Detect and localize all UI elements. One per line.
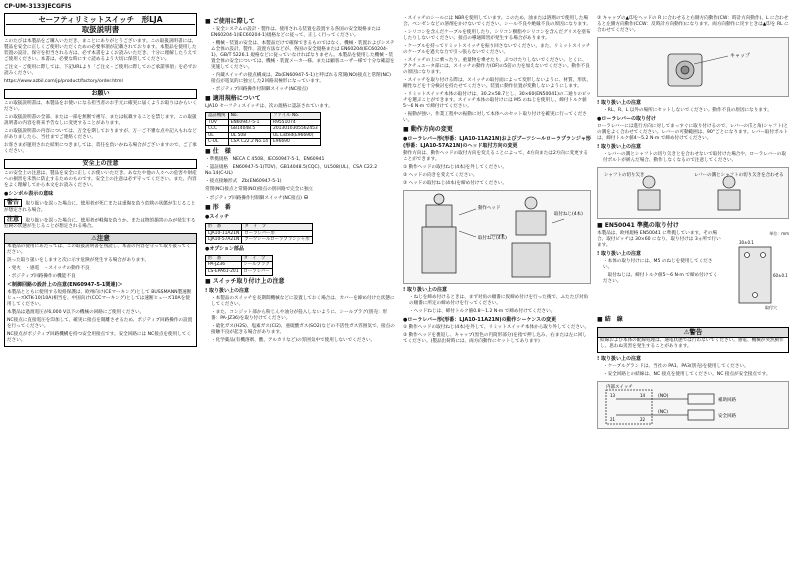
warning-symbol-row [4, 199, 197, 214]
standards-table [205, 112, 321, 146]
mount-heading: ■ スイッチ取り付け上の注意 [205, 277, 285, 285]
circuit-figure [597, 381, 789, 429]
table-header: タ イ プ [241, 255, 272, 262]
table-cell: LJA10-57A21N [206, 237, 242, 244]
spec-row [205, 187, 395, 193]
onegai-item: この取扱説明書の全部、または一部を無断で複写、または転載することを禁じます。この取扱説明書の内容を将来予告なしに変更することがあります。 [4, 115, 197, 126]
en50041-block [597, 231, 789, 314]
roller-step: ③ ヘッドの取付ねじ(4本)を締め付けてください。 [403, 181, 507, 186]
table-cell: GB14048.5 [228, 126, 270, 133]
handling-sub-heading: ! 取り扱い上の注意 [403, 287, 448, 293]
seal-item: ・スイッチを取り付ける際は、スイッチの取付面によって変形しないように、材質、形状、剛性などを十分検討を持たせてください。装置に動作位置が変動しないようにします。 [403, 78, 591, 89]
standards-heading: ■ 適用規格について [205, 95, 261, 102]
mount-item: ・本製品のスイッチを長期間機械などに設置しておく場合は、カバーを締め付けた状態にしてください。 [211, 295, 395, 307]
spec-heading: ■ 仕 様 [205, 147, 231, 155]
dim-width: 30±0.1 [739, 240, 754, 245]
table-cell: EN60947-5-1 [228, 119, 270, 126]
table-cell: ブーツシールローラプランジャ形 [242, 237, 312, 244]
en50041-text: 本製品は、欧州規格 EN50041 に準拠しています。その場合、取付ピッチは 30×60 になり、取り付けは 3ヵ所で行います。 [597, 231, 721, 248]
caution-badge: 注意 [4, 216, 22, 224]
table-header: 形 番 [206, 223, 242, 230]
table-row [206, 126, 321, 133]
table-header: タ イ プ [242, 223, 312, 230]
sequence-step: ① 動作ヘッドの取付ねじ(4本)を外して、リミットスイッチ本体から取り外してください。 [403, 325, 590, 330]
lever-figure [597, 167, 789, 219]
en50041-handling-heading: ! 取り扱い上の注意 [597, 251, 642, 257]
lever-fig-label-2: レバーの溝とシャフトの切り欠きを合わせる [694, 173, 784, 178]
standards-caption: LJA10 セーフティスイッチは、次の規格に認証されています。 [205, 104, 333, 109]
cap-handling-item: ・RL、R、L 以外の場所にセットしないでください。動作不良の原因になります。 [603, 108, 772, 113]
spec-value: NECA C 4508、IEC60947-5-1、EN60941 [232, 156, 325, 162]
model-heading: ■ 形 番 [205, 203, 231, 211]
lever-handling-item: ・レバーの溝とシャフトの切り欠きとを合わせないで取付けた場合や、ローラレバーの取付ボルトが緩んだ場合、動作しなくなるので注意してください。 [603, 152, 786, 163]
mount-sub-heading: ! 取り扱い上の注意 [205, 287, 250, 294]
table-cell: E96690 [271, 139, 321, 146]
circuit-safety-label: 安全回路 [718, 414, 736, 419]
roller-head-heading: ●ローラレバー形(形番：LJA10-11A21N)およびブーツシールローラプランジャ形(形番：LJA10-57A21N)のヘッド取付方向の変更 [403, 136, 591, 149]
circuit-drawing [598, 382, 788, 428]
circuit-no-label: (NO) [658, 394, 669, 399]
circuit-design-item: 本製品は過渡電圧が6,000 V以下の機械の回路にご使用ください。 [7, 310, 145, 315]
roller-step: ① 動作ヘッドの取付ねじ(4本)を外してください。 [403, 165, 507, 170]
usage-item: ・機械・装置の安全は、本製品だけで確保できるものではなく、機械・装置およびシステム全体の設計、製作、設置方法などが、各国の安全規格または EN60204(IEC60204-1)、GB/T 5226.1 規格などに従っていなければなりません。本製品を使用した機械・装置全体の安全については、機械・装置メーカー様、または顧客ユーザー様で十分な確認を実施してください。 [211, 41, 395, 70]
en50041-figure [725, 231, 789, 314]
table-cell: ローラレバー形 [242, 230, 312, 237]
title-box [4, 13, 197, 36]
spec-value: Zb(EN60947-5-1) [241, 178, 282, 184]
spec-label: ・接点接触形式 [205, 178, 238, 184]
lever-heading: ●ローラレバーの取り付け [597, 116, 657, 122]
mount-item: ・硫化ガス(H2S)、塩素ガス(Cl2)、亜硫酸ガス(SO2)などの不活性ガス雰囲気で、接点の接触不良が起きる場合があります。 [211, 323, 395, 335]
switch-heading: ●スイッチ [205, 213, 230, 220]
mount-hole-label: 取付穴 [765, 305, 777, 310]
table-header: 認証機関 [206, 113, 229, 120]
spec-label: ・準拠規格 [205, 156, 228, 162]
cap-handling-heading: ! 取り扱い上の注意 [597, 100, 642, 106]
table-row [206, 132, 321, 139]
en50041-heading: ■ EN50041 準拠の取り付け [597, 222, 679, 229]
warning-badge: 警告 [4, 199, 22, 207]
sequence-change-heading: ●ローラレバー形(形番：LJA10-11A21N)の動作シーケンスの変更 [403, 317, 557, 323]
spec-row [205, 179, 395, 185]
seal-item: ・スイッチの上に乗ったり、重量物を乗せたり、ぶつけたりしないでください。とくに、アクチュエータ部には、スイッチの動作力(OF)の5倍の力を加えないでください。動作不良の原因になります。 [403, 58, 590, 75]
positive-opening-icon: ⊖ [303, 193, 309, 201]
table-cell: UL [206, 132, 229, 139]
circuit-design-item: NC接点に直接電圧を印加して、確実に接点を開離させるため、ポジティブ回路操作の設置を行ってください。 [7, 318, 193, 329]
seal-item: ・シリコンを含んだケーブルを使用したり、シリコン樹脂やシリコンを含んだグリスを塗布したりしないでください。接点の導通障害が発生する場合があります。 [403, 30, 591, 41]
switch-table [205, 223, 313, 244]
caution-item: ・ポジティブ回路操作の機能不良 [7, 274, 76, 279]
table-row [206, 139, 321, 146]
lever-drawing [598, 168, 788, 218]
en50041-item: ・本体の取り付けには、M5 のねじを使用してください。 [603, 259, 713, 270]
column-2 [205, 16, 395, 346]
table-cell: UL Listed(E96690) [271, 132, 321, 139]
circuit-internal-switch: 内部スイッチ [606, 385, 633, 390]
cap-figure [597, 37, 789, 97]
lever-text: ローラレバーには進行方向に対してまっすぐに取り付けるので、レバーの爪と角(シャフト)との溝をよく合わせてください。レバーの可動範囲は、90°ごとになります。レバー取付ボルトは、締付トルク値4〜5.2 N·m で締め付けてください。 [597, 124, 789, 141]
circuit-design-item: NC接点がポジティブ回路機構を持つ安全用接点です。安全回路には NC接点を使用してください。 [7, 332, 191, 343]
column-4 [597, 16, 789, 432]
en50041-text-block [597, 231, 721, 314]
handling-item: ・ねじを締め付けるときは、まず対角の順番に仮締め付けを行った後で、ふたたび対角の順番に所定の締め付けを行ってください。 [409, 295, 589, 306]
usage-item: ・安全システムの設計・製作は、使用される装置を設置する各国の安全規格またはEN60204-1(IEC60204-1)規格などに従って、正しく行ってください。 [211, 27, 381, 38]
spec-label: ・ポジティブ回路操作付制御スイッチ [205, 195, 283, 201]
table-cell: CCC [206, 126, 229, 133]
onegai-item: この取扱説明書の内容については、万全を期しておりますが、万一ご不審な点や記入もれなどがありましたら、当社までご連絡ください。 [4, 129, 197, 140]
cap-drawing [598, 38, 788, 96]
document-number: CP-UM-3133JECGFIS [4, 3, 72, 10]
wiring-heading: ■ 結 線 [597, 316, 623, 323]
column-1 [4, 4, 197, 350]
head-mount-drawing [404, 191, 590, 283]
seal-item: ・振動が強い、作業工程中の振動に対して本体へのセット取り付けを確実に行ってください。 [403, 112, 587, 123]
onegai-heading: お願い [4, 89, 197, 99]
fig-label-screws-2: 取付ねじ(4本) [554, 212, 583, 217]
table-row [206, 237, 313, 244]
safety-heading: 安全上の注意 [4, 159, 197, 169]
dim-height: 60±0.1 [773, 273, 788, 278]
caution-symbol-row [4, 216, 197, 231]
table-cell: ローラレバー [241, 268, 272, 275]
caution-box-heading: ⚠注意 [5, 234, 196, 244]
table-row [206, 119, 321, 126]
head-mount-figure [403, 190, 591, 284]
option-table [205, 255, 273, 276]
option-heading: ●オプション部品 [205, 245, 244, 252]
caution-item: 本製品の使用にあたっては、この取扱説明書を熟読し、本書の内容を守って取り扱ってください。 [7, 244, 191, 255]
table-cell: C-UL [206, 139, 229, 146]
circuit-design-item: 本製品とともに使用する短絡保護は、欧州向け(CEマーキング)として BUSSMANN製速断ヒューズKTK-10(10A)相当を、中国向け(CCCマーキング)としては速断ヒューズ10Aを使用してください。 [7, 290, 192, 307]
lever-fig-label-1: シャフトの切り欠き [604, 173, 645, 178]
wiring-warning-text: 結線および本体の配線処理は、通電状態では行わないでください。感電、機械が突然動作し、思わぬ災害を発生することがあります。 [600, 338, 784, 349]
table-cell: R9551074 [271, 119, 321, 126]
symbols-heading: ●シンボル表示の意味 [4, 191, 54, 197]
warning-symbol-text: 取り扱いを誤った場合に、使用者が死亡または重傷を負う危険の状態が生じることが想定される場合。 [4, 201, 196, 213]
en50041-item: 取付ねじは、締付トルク値5〜6 N·m で締め付けてください。 [603, 273, 718, 284]
spec-row [205, 165, 395, 177]
circuit-design-heading: ＜制御回路の設計上の注意(EN60947-5-1関連)＞ [7, 282, 123, 288]
table-header: ファイル No. [271, 113, 321, 120]
caution-box [4, 233, 197, 347]
table-header: No. [228, 113, 270, 120]
safety-text: この安全上の注意は、製品を安全に正しくお使いいただき、あなたや他の人々への危害や財産への損害を未然に防止するためのものです。安全上の注意は必ず守ってください。また、内容をよく理解してから本文をお読みください。 [4, 171, 197, 188]
mount-item: ・また、コンジット部から粉じんや油分が侵入しないように、シールプラグ(別売：形番：PA-JZ36)を取り付けてください。 [211, 309, 388, 321]
title-line-1: セーフティリミットスイッチ 形LJA [38, 15, 163, 24]
wiring-handling-heading: ! 取り扱い上の注意 [597, 356, 642, 362]
table-cell: CSA C22.2 No.14 [228, 139, 270, 146]
mount-item: ・化学薬品(有機溶剤、酸、アルカリなど)の雰囲気中で使用しないでください。 [211, 337, 376, 343]
wiring-warning-heading: ⚠警告 [598, 328, 788, 338]
handling-item: ・ヘッドねじは、締付トルク値0.8〜1.2 N·m で締め付けてください。 [409, 309, 556, 314]
unit-label: 単位：mm [769, 231, 789, 236]
spec-value: (NC接点) [282, 195, 302, 201]
direction-change-heading: ■ 動作方向の変更 [403, 126, 453, 133]
roller-step: ② ヘッドの向きを変えてください。 [403, 173, 478, 178]
table-cell: UL 508 [228, 132, 270, 139]
terminal-22: 22 [640, 417, 646, 422]
table-row [206, 268, 273, 275]
seal-item: ・ケーブルを持ってリミットスイッチを振り回さないでください。また、リミットスイッチのケーブルを過大な力で引っ張らないでください。 [403, 44, 591, 55]
column-3 [403, 16, 591, 347]
intro-url[interactable]: https://www.azbil.com/jp/product/factory/order.html [4, 79, 123, 84]
usage-item: ・内蔵スイッチの接点構成は、Zb(EN60947-5-1)と呼ばれる常開(NO)接点と常閉(NC)接点が電気的に独立した2回路双極形になっています。 [211, 73, 391, 84]
table-cell: PA-JZ36 [206, 262, 242, 269]
spec-value: 常閉(NC)接点と常開(NO)接点の別回路で完全に独立 [205, 186, 314, 192]
title-line-2: 取扱説明書 [6, 24, 195, 34]
table-cell: LJA10-11A21N [206, 230, 242, 237]
intro-text: このたびは本製品をご購入いただき、まことにありがとうございます。この取扱説明書には、製品を安全に正しくご使用いただくための必要事項が記載されております。本製品を使用した装置の設計、保守を担当される方は、必ず本書をよくお読みいただき、十分に理解したうえでご使用ください。本書は、必要な時にすぐ読めるよう大切に保管してください。 [4, 39, 197, 62]
wiring-warning-box [597, 327, 789, 353]
usage-item: ・ポジティブ回路操作付制御スイッチ(NC接点) [211, 87, 308, 92]
seal-item: ・スイッチのシールには NBRを使用しています。このため、油または溶剤ので使用した場合、ベンゼンなどの溶剤をかけないでください。シール不良や絶縁不良の原因になります。 [403, 16, 591, 27]
table-row [206, 230, 313, 237]
roller-head-text: 動作方向は、動作ヘッドの取付方向を変えることによって、4方向または2方向に変更することができます。 [403, 151, 588, 162]
caution-item: 誤った取り扱いをしますと次に示す危険が発生する場合があります。 [7, 258, 150, 263]
intro-order-text: ご注文・ご使用に際しては、下記URLより「ご注文・ご使用に際してのご承諾事項」を必ずお読みください。 [4, 65, 197, 76]
spec-label: ・認証規格 [205, 164, 228, 170]
lever-handling-heading: ! 取り扱い上の注意 [597, 144, 642, 150]
onegai-item: この取扱説明書は、本製品をお使いになる担当者のお手元に確実に届くようお取りはからいください。 [4, 101, 197, 112]
table-cell: 2013010305562453 [271, 126, 321, 133]
en50041-drawing [725, 237, 789, 311]
cap-label: キャップ [730, 53, 751, 59]
table-header: 形 番 [206, 255, 242, 262]
wiring-item: ・安全回路との結線は、NC 接点を使用してください。NC 接点が安全接点です。 [603, 372, 771, 377]
circuit-nc-label: (NC) [658, 410, 669, 415]
terminal-14: 14 [640, 393, 646, 398]
table-cell: TÜV [206, 119, 229, 126]
seal-item: ・リミットスイッチ本体の取付けは、30.2×58.7とし、30×60(EN50041)の二通りのピッチを選ぶことができます。スイッチ本体の取付けには M5 のねじを使用し、締付トルク値5〜6 N·m で締付けてください。 [403, 92, 591, 109]
caution-item: ・発火 ・感電 ・スイッチの動作不良 [7, 266, 90, 271]
spec-value: EN60947-5-1(TÜV)、GB14048.5(CQC)、UL508(UL)、CSA C22.2 No.14(C-UL) [205, 164, 378, 176]
table-cell: LS-EPA61-201 [206, 268, 242, 275]
sequence-step: ② 動作ヘッドを裏返し、キャップ(黒色の円筒形部分)を指で押し込み、右または左に回してください。(製品出荷時には、両方向動作にセットしてあります) [403, 333, 588, 344]
terminal-13: 13 [610, 393, 616, 398]
fig-label-screws: 取付ねじ(4本) [478, 236, 507, 241]
wiring-item: ・ケーブルグランドは、当社の PA1、PA3(別売)を使用してください。 [603, 364, 749, 369]
table-row [206, 262, 273, 269]
terminal-21: 21 [610, 417, 616, 422]
caution-symbol-text: 取り扱いを誤った場合に、使用者が軽傷を負うか、または物的損害のみが発生する危険の状態が生じることが想定される場合。 [4, 218, 196, 229]
cap-text: ③ キャップの▲印をヘッドの R に合わせると右側方向動作(CW：時計方向動作)、L に合わせると左側方向動作(CCW：反時計方向動作)になります。両方向動作に戻すときは▲印を RL に合わせてください。 [597, 16, 789, 33]
circuit-aux-label: 補助回路 [718, 398, 736, 403]
spec-row [205, 195, 395, 202]
usage-heading: ■ ご使用に際して [205, 18, 255, 25]
onegai-item: お客さまが運用された結果につきましては、責任を負いかねる場合がございますので、ご了承ください。 [4, 143, 197, 154]
spec-row [205, 157, 395, 163]
table-cell: シールプラグ [241, 262, 272, 269]
fig-label-head: 動作ヘッド [478, 206, 501, 211]
